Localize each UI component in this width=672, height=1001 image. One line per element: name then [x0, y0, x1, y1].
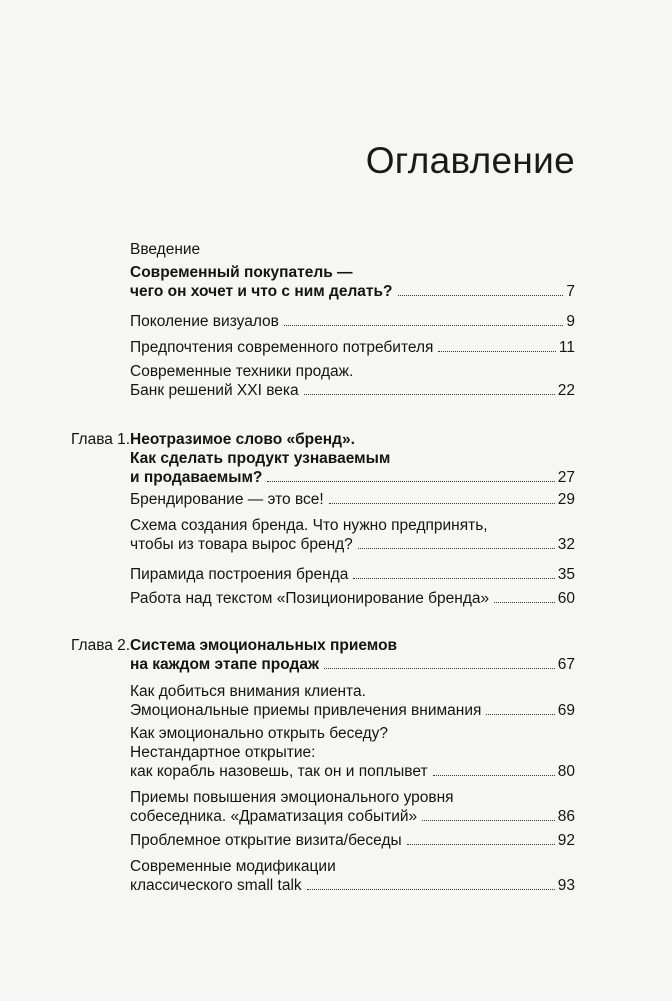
toc-entry-line: Современный покупатель —: [130, 264, 353, 281]
page-number: 92: [557, 832, 575, 849]
dot-leader: [422, 820, 555, 821]
dot-leader: [284, 325, 563, 326]
page-number: 11: [558, 339, 575, 356]
page-number: 32: [557, 536, 575, 553]
toc-entry-line: Приемы повышения эмоционального уровня: [130, 789, 454, 806]
chapter-title-line: и продаваемым?: [130, 469, 263, 486]
dot-leader: [358, 548, 555, 549]
dot-leader: [353, 578, 554, 579]
toc-entry-line: классического small talk: [130, 877, 302, 894]
dot-leader: [433, 775, 555, 776]
toc-entry-ch1-1[interactable]: [130, 516, 575, 554]
toc-entry-line: Нестандартное открытие:: [130, 744, 316, 761]
toc-entry-line: Брендирование — это все!: [130, 491, 324, 508]
toc-entry-ch1-2[interactable]: [130, 565, 575, 584]
dot-leader: [267, 481, 554, 482]
toc-entry-line: Банк решений XXI века: [130, 382, 299, 399]
toc-entry-line: чего он хочет и что с ним делать?: [130, 283, 393, 300]
toc-entry-line: Предпочтения современного потребителя: [130, 339, 434, 356]
dot-leader: [329, 503, 555, 504]
page-number: 29: [557, 491, 575, 508]
toc-entry-intro-2[interactable]: [130, 338, 575, 357]
toc-entry-line: Как добиться внимания клиента.: [130, 683, 366, 700]
toc-entry-line: как корабль назовешь, так он и поплывет: [130, 763, 428, 780]
toc-entry-line: Проблемное открытие визита/беседы: [130, 832, 402, 849]
page-number: 67: [557, 656, 575, 673]
dot-leader: [304, 394, 555, 395]
intro-label: Введение: [130, 241, 201, 258]
chapter-title-line: Как сделать продукт узнаваемым: [130, 450, 391, 467]
toc-entry-line: Современные техники продаж.: [130, 363, 354, 380]
page-number: 9: [566, 313, 575, 330]
page-number: 27: [557, 469, 575, 486]
toc-entry-line: Пирамида построения бренда: [130, 566, 349, 583]
dot-leader: [398, 295, 564, 296]
dot-leader: [438, 351, 555, 352]
toc-entry-line: Эмоциональные приемы привлечения внимания: [130, 702, 482, 719]
toc-entry-ch2-1[interactable]: [130, 724, 575, 781]
toc-chapter-2[interactable]: [130, 636, 575, 674]
page-number: 93: [557, 877, 575, 894]
chapter-2-label: Глава 2.: [71, 637, 131, 654]
page-number: 80: [557, 763, 575, 780]
page-number: 7: [566, 283, 575, 300]
dot-leader: [324, 668, 555, 669]
toc-entry-intro-0[interactable]: [130, 263, 575, 301]
toc-entry-ch2-0[interactable]: [130, 682, 575, 720]
toc-chapter-1[interactable]: [130, 430, 575, 487]
dot-leader: [307, 889, 555, 890]
chapter-title-line: Неотразимое слово «бренд».: [130, 431, 355, 448]
toc-entry-ch2-2[interactable]: [130, 788, 575, 826]
toc-entry-line: Схема создания бренда. Что нужно предпринять,: [130, 517, 488, 534]
dot-leader: [494, 602, 555, 603]
page-number: 69: [557, 702, 575, 719]
toc-entry-line: Как эмоционально открыть беседу?: [130, 725, 389, 742]
toc-entry-ch1-3[interactable]: [130, 589, 575, 608]
toc-entry-ch2-4[interactable]: [130, 857, 575, 895]
page-number: 22: [557, 382, 575, 399]
page-number: 86: [557, 808, 575, 825]
toc-entry-intro-1[interactable]: [130, 312, 575, 331]
page-number: 60: [557, 590, 575, 607]
toc-entry-line: Работа над текстом «Позиционирование бренда»: [130, 590, 490, 607]
chapter-title-line: Система эмоциональных приемов: [130, 637, 398, 654]
toc-entry-ch1-0[interactable]: [130, 490, 575, 509]
chapter-1-label: Глава 1.: [71, 431, 131, 448]
toc-entry-line: чтобы из товара вырос бренд?: [130, 536, 353, 553]
toc-entry-line: Современные модификации: [130, 858, 336, 875]
toc-entry-ch2-3[interactable]: [130, 831, 575, 850]
toc-entry-intro-3[interactable]: [130, 362, 575, 400]
dot-leader: [486, 714, 554, 715]
dot-leader: [407, 844, 555, 845]
page-number: 35: [557, 566, 575, 583]
toc-entry-line: Поколение визуалов: [130, 313, 279, 330]
toc-entry-line: собеседника. «Драматизация событий»: [130, 808, 418, 825]
chapter-title-line: на каждом этапе продаж: [130, 656, 319, 673]
page-title: Оглавление: [365, 140, 575, 181]
